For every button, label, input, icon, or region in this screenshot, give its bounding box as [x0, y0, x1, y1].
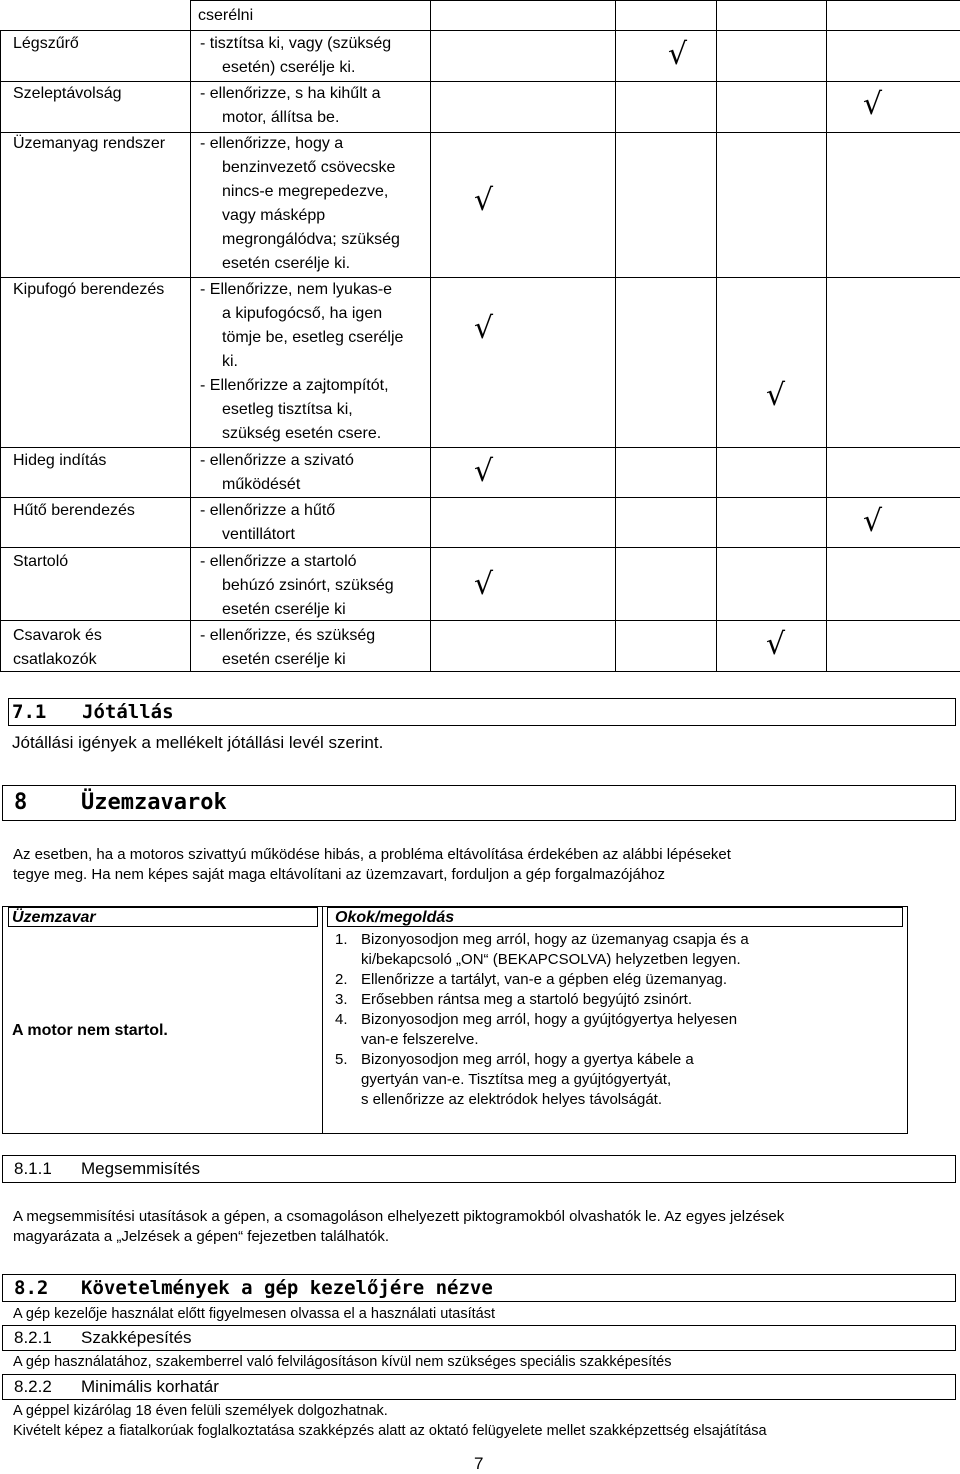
check-mark-icon: √ [474, 183, 494, 218]
check-mark-icon: √ [474, 567, 494, 602]
action-text: - ellenőrizze, hogy a [200, 135, 344, 152]
section-heading-7-1 [8, 698, 956, 726]
action-text: megrongálódva; szükség [222, 231, 400, 248]
section-number: 8.2 [14, 1277, 49, 1299]
table-row [1, 621, 960, 672]
check-mark-icon: √ [766, 378, 786, 413]
action-text: a kipufogócső, ha igen [222, 305, 383, 322]
action-text: esetén cserélje ki. [222, 255, 351, 272]
troubleshoot-intro: tegye meg. Ha nem képes saját maga eltávolítani az üzemzavart, forduljon a gép forgalmazójához [13, 866, 666, 883]
section-heading-8-1-1 [2, 1155, 956, 1183]
action-text: működését [222, 476, 301, 493]
section-number: 8 [14, 790, 28, 815]
fault-description: A motor nem startol. [12, 1022, 168, 1039]
section-number: 8.2.2 [14, 1377, 52, 1396]
column-header-solution: Okok/megoldás [335, 909, 455, 926]
section-title: Szakképesítés [81, 1328, 192, 1347]
action-text: - Ellenőrizze, nem lyukas-e [200, 281, 393, 298]
table-row [1, 498, 960, 548]
disposal-text: A megsemmisítési utasítások a gépen, a csomagoláson elhelyezett piktogramokból olvashatók le. Az egyes jelzések [13, 1208, 785, 1225]
check-mark-icon: √ [474, 311, 494, 346]
row-label: Szeleptávolság [13, 85, 122, 102]
action-text: nincs-e megrepedezve, [222, 183, 389, 200]
list-item: 4. Bizonyosodjon meg arról, hogy a gyújtógyertya helyesen [335, 1011, 738, 1028]
section-heading-8 [2, 785, 956, 821]
section-title: Megsemmisítés [81, 1159, 201, 1178]
row-label: Hűtő berendezés [13, 502, 135, 519]
row-label: Csavarok és [13, 627, 102, 644]
age-text: Kivételt képez a fiatalkorúak foglalkoztatása szakképzés alatt az oktató felügyelete mellet szakképzettség elsajátítása [13, 1423, 767, 1439]
check-mark-icon: √ [863, 87, 883, 122]
action-text: - tisztítsa ki, vagy (szükség [200, 35, 392, 52]
list-item: 1. Bizonyosodjon meg arról, hogy az üzemanyag csapja és a [335, 931, 749, 948]
requirements-text: A gép kezelője használat előtt figyelmesen olvassa el a használati utasítást [13, 1306, 496, 1322]
action-text: - Ellenőrizze a zajtompítót, [200, 377, 389, 394]
action-text: ki. [222, 353, 238, 370]
check-mark-icon: √ [668, 37, 688, 72]
check-mark-icon: √ [863, 504, 883, 539]
column-header-fault: Üzemzavar [12, 909, 96, 926]
row-label: Startoló [13, 553, 69, 570]
action-text: - ellenőrizze a szivató [200, 452, 354, 469]
list-item: 5. Bizonyosodjon meg arról, hogy a gyertya kábele a [335, 1051, 694, 1068]
check-mark-icon: √ [766, 627, 786, 662]
action-text: esetén cserélje ki [222, 651, 346, 668]
row-label: Légszűrő [13, 35, 79, 52]
action-text: szükség esetén csere. [222, 425, 382, 442]
action-text: esetén cserélje ki [222, 601, 346, 618]
action-text: vagy másképp [222, 207, 326, 224]
solution-list: 1. Bizonyosodjon meg arról, hogy az üzemanyag csapja és a ki/bekapcsoló „ON“ (BEKAPCSOLVA) helyzetben legyen. 2. Ellenőrizze a tartályt, van-e a gépben elég üzemanyag. 3. Erősebben rántsa meg a startoló begyújtó zsinórt. 4. Bizonyosodjon meg arról, hogy a gyújtógyertya helyesen van-e felszerelve. 5. Bizonyosodjon meg arról, hogy a gyertya kábele a gyertyán van-e. Tisztítsa meg a gyújtógyertyát, s ellenőrizze az elektródok helyes távolságát. [335, 930, 900, 1110]
row-label: Kipufogó berendezés [13, 281, 165, 298]
section-title: Követelmények a gép kezelőjére nézve [81, 1277, 493, 1299]
action-text: cserélni [198, 7, 254, 24]
table-row [1, 82, 960, 133]
action-text: - ellenőrizze a startoló [200, 553, 357, 570]
section-number: 8.1.1 [14, 1159, 52, 1178]
check-mark-icon: √ [474, 454, 494, 489]
table-row [1, 278, 960, 448]
section-number: 7.1 [12, 701, 47, 723]
action-text: esetleg tisztítsa ki, [222, 401, 353, 418]
action-text: ventillátort [222, 526, 295, 543]
age-text: A géppel kizárólag 18 éven felüli személyek dolgozhatnak. [13, 1403, 388, 1419]
action-text: - ellenőrizze a hűtő [200, 502, 336, 519]
table-row [1, 31, 960, 82]
action-text: tömje be, esetleg cserélje [222, 329, 404, 346]
action-text: behúzó zsinórt, szükség [222, 577, 394, 594]
row-label: Üzemanyag rendszer [13, 135, 166, 152]
row-label: Hideg indítás [13, 452, 107, 469]
action-text: - ellenőrizze, s ha kihűlt a [200, 85, 381, 102]
label-cell [1, 1, 191, 31]
table-row [1, 1, 960, 31]
section-title: Jótállás [82, 701, 174, 723]
list-item: 2. Ellenőrizze a tartályt, van-e a gépben elég üzemanyag. [335, 971, 728, 988]
action-text: motor, állítsa be. [222, 109, 340, 126]
troubleshoot-intro: Az esetben, ha a motoros szivattyú működése hibás, a probléma eltávolítása érdekében az alábbi lépéseket [13, 846, 731, 863]
list-item: 3. Erősebben rántsa meg a startoló begyújtó zsinórt. [335, 991, 693, 1008]
section-heading-8-2-1 [2, 1325, 956, 1351]
disposal-text: magyarázata a „Jelzések a gépen“ fejezetben találhatók. [13, 1228, 390, 1245]
section-number: 8.2.1 [14, 1328, 52, 1347]
section-heading-8-2 [2, 1274, 956, 1302]
section-title: Minimális korhatár [81, 1377, 219, 1396]
action-text: esetén) cserélje ki. [222, 59, 356, 76]
row-label: csatlakozók [13, 651, 97, 668]
warranty-text: Jótállási igények a mellékelt jótállási levél szerint. [12, 733, 384, 752]
page-number: 7 [474, 1454, 484, 1473]
section-title: Üzemzavarok [81, 790, 227, 815]
section-heading-8-2-2 [2, 1374, 956, 1400]
qualification-text: A gép használatához, szakemberrel való felvilágosításon kívül nem szükséges speciális szakképesítés [13, 1354, 672, 1370]
action-text: - ellenőrizze, és szükség [200, 627, 376, 644]
action-text: benzinvezető csövecske [222, 159, 396, 176]
